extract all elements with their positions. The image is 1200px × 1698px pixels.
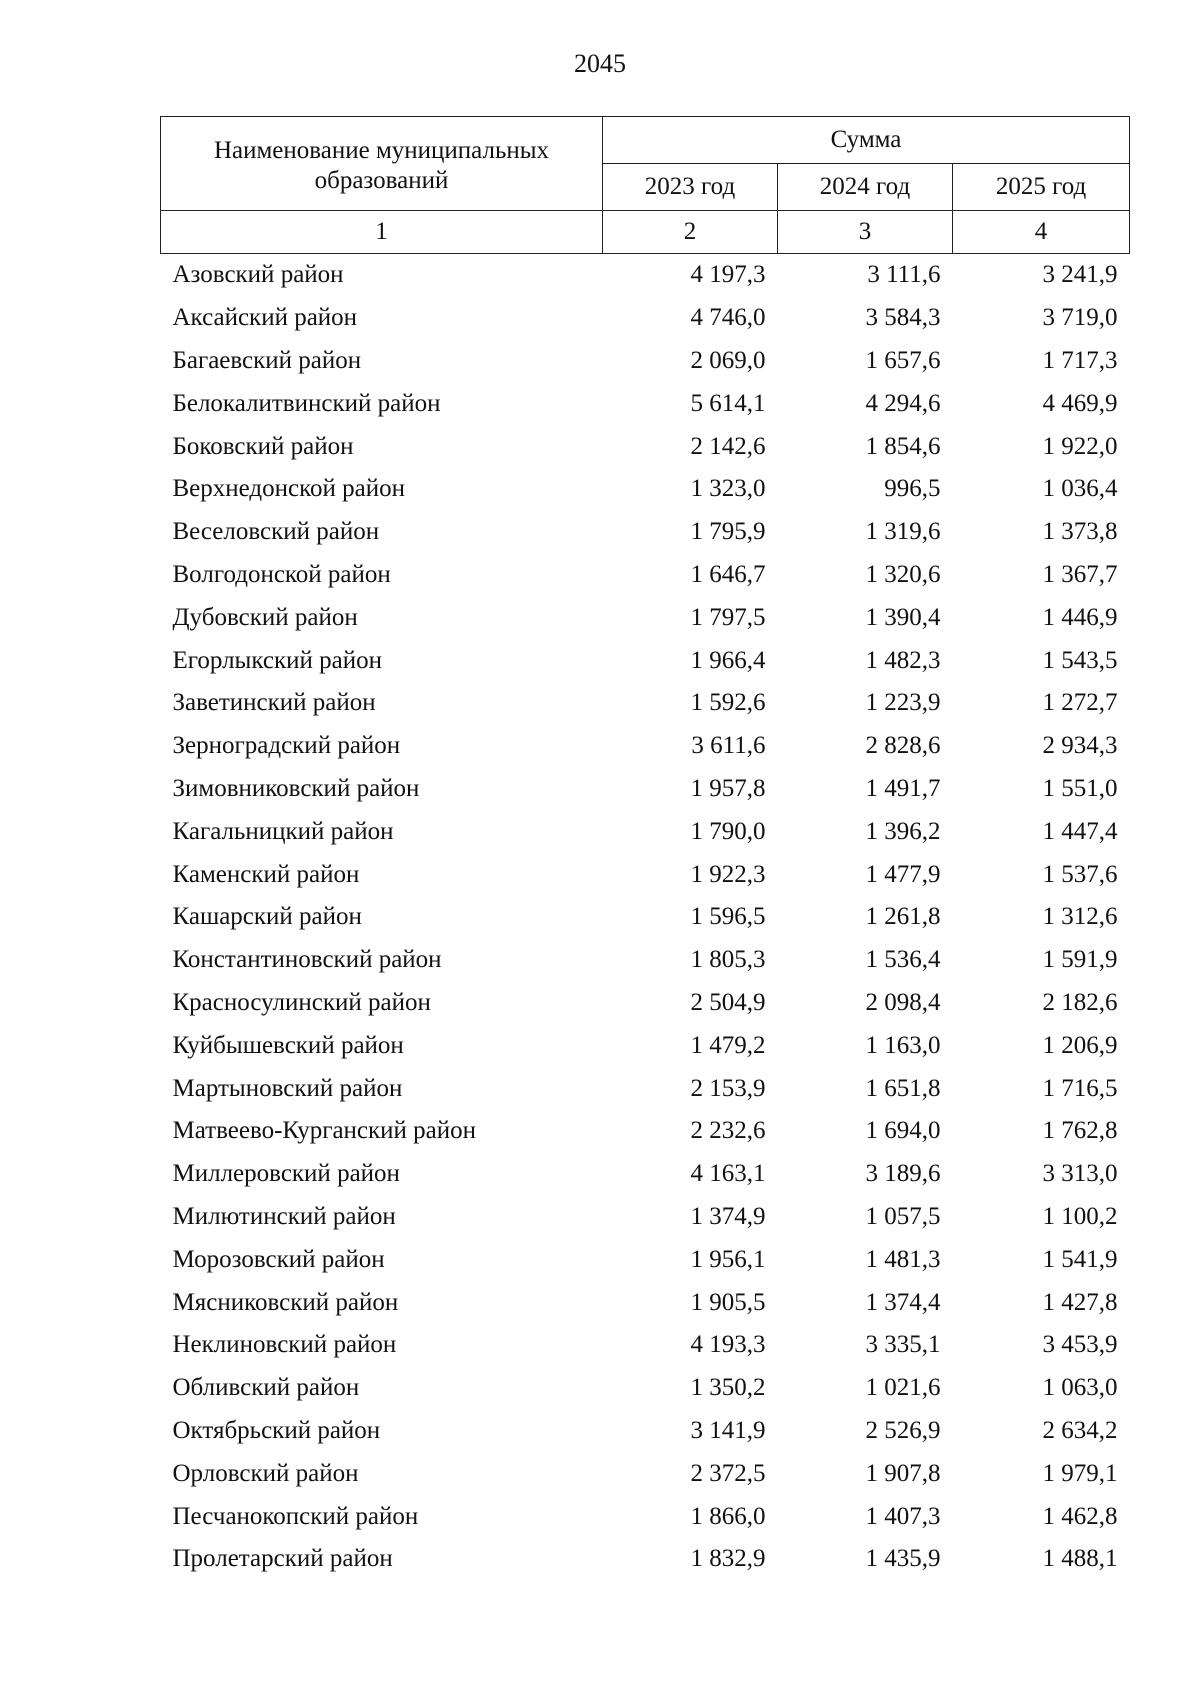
cell-sum-2025: 3 453,9 (1042, 1331, 1118, 1359)
cell-sum-2023: 1 905,5 (690, 1288, 766, 1316)
cell-municipality-name: Матвеево-Курганский район (172, 1117, 477, 1145)
cell-municipality-name: Морозовский район (172, 1245, 385, 1273)
table-row (161, 682, 1130, 725)
cell-sum-2025: 1 979,1 (1042, 1459, 1118, 1487)
cell-sum-2024: 2 828,6 (865, 732, 941, 760)
cell-sum-2025: 1 551,0 (1042, 774, 1118, 802)
cell-sum-2024: 1 536,4 (865, 946, 941, 974)
cell-sum-2025: 1 063,0 (1042, 1374, 1118, 1402)
table-row (161, 425, 1130, 468)
header-col-number-4: 4 (953, 211, 1130, 254)
cell-sum-2025: 4 469,9 (1042, 389, 1118, 417)
header-col-number-1: 1 (161, 211, 603, 254)
table-row (161, 1452, 1130, 1495)
header-sum-group: Сумма (603, 117, 1130, 164)
table-row (161, 554, 1130, 597)
cell-municipality-name: Константиновский район (172, 946, 442, 974)
cell-sum-2023: 1 797,5 (690, 603, 766, 631)
cell-sum-2024: 1 651,8 (865, 1074, 941, 1102)
cell-sum-2023: 1 805,3 (690, 946, 766, 974)
cell-sum-2025: 1 206,9 (1042, 1031, 1118, 1059)
header-col-number-3: 3 (778, 211, 953, 254)
cell-sum-2024: 2 526,9 (865, 1416, 941, 1444)
cell-municipality-name: Орловский район (172, 1459, 359, 1487)
cell-sum-2025: 1 762,8 (1042, 1117, 1118, 1145)
cell-municipality-name: Песчанокопский район (172, 1502, 419, 1530)
cell-municipality-name: Дубовский район (172, 603, 358, 631)
cell-sum-2024: 3 111,6 (867, 261, 941, 289)
table-row (161, 1538, 1130, 1581)
cell-sum-2023: 2 504,9 (690, 988, 766, 1016)
cell-sum-2023: 1 790,0 (690, 817, 766, 845)
cell-sum-2025: 1 541,9 (1042, 1245, 1118, 1273)
cell-sum-2025: 1 716,5 (1042, 1074, 1118, 1102)
table-row (161, 468, 1130, 511)
page-number: 2045 (574, 49, 626, 78)
cell-sum-2025: 1 462,8 (1042, 1502, 1118, 1530)
cell-sum-2023: 1 966,4 (690, 646, 766, 674)
cell-municipality-name: Белокалитвинский район (172, 389, 441, 417)
cell-sum-2024: 1 390,4 (865, 603, 941, 631)
cell-municipality-name: Милютинский район (172, 1202, 396, 1230)
cell-sum-2023: 3 141,9 (690, 1416, 766, 1444)
table-row (161, 1238, 1130, 1281)
cell-sum-2023: 1 832,9 (690, 1545, 766, 1573)
table-row (161, 1410, 1130, 1453)
cell-sum-2023: 2 069,0 (690, 346, 766, 374)
cell-sum-2025: 1 312,6 (1042, 903, 1118, 931)
table-row (161, 639, 1130, 682)
cell-sum-2023: 4 193,3 (690, 1331, 766, 1359)
cell-sum-2025: 1 367,7 (1042, 560, 1118, 588)
cell-sum-2023: 4 163,1 (690, 1160, 766, 1188)
cell-sum-2024: 1 374,4 (865, 1288, 941, 1316)
cell-municipality-name: Аксайский район (172, 304, 358, 332)
table-row (161, 297, 1130, 340)
header-municipality-name: Наименование муниципальных образований (161, 117, 603, 211)
cell-sum-2025: 2 934,3 (1042, 732, 1118, 760)
cell-municipality-name: Мясниковский район (172, 1288, 399, 1316)
cell-sum-2025: 1 591,9 (1042, 946, 1118, 974)
cell-sum-2023: 5 614,1 (690, 389, 766, 417)
cell-sum-2025: 1 272,7 (1042, 689, 1118, 717)
table-row (161, 382, 1130, 425)
table-body (161, 254, 1130, 1581)
cell-sum-2025: 1 488,1 (1042, 1545, 1118, 1573)
cell-sum-2024: 1 907,8 (865, 1459, 941, 1487)
budget-table (160, 116, 1130, 1581)
cell-sum-2025: 3 719,0 (1042, 304, 1118, 332)
cell-sum-2025: 1 922,0 (1042, 432, 1118, 460)
cell-sum-2025: 2 182,6 (1042, 988, 1118, 1016)
cell-sum-2025: 3 241,9 (1042, 261, 1118, 289)
cell-municipality-name: Неклиновский район (172, 1331, 397, 1359)
cell-sum-2025: 1 543,5 (1042, 646, 1118, 674)
table-row (161, 1067, 1130, 1110)
cell-sum-2023: 2 232,6 (690, 1117, 766, 1145)
cell-sum-2024: 3 584,3 (865, 304, 941, 332)
cell-sum-2024: 1 854,6 (865, 432, 941, 460)
table-header (161, 117, 1130, 254)
cell-sum-2024: 1 407,3 (865, 1502, 941, 1530)
cell-sum-2023: 1 956,1 (690, 1245, 766, 1273)
header-year-2023: 2023 год (603, 164, 778, 211)
cell-sum-2023: 1 374,9 (690, 1202, 766, 1230)
cell-sum-2025: 1 100,2 (1042, 1202, 1118, 1230)
table-row (161, 1110, 1130, 1153)
cell-sum-2025: 1 373,8 (1042, 518, 1118, 546)
table-row (161, 340, 1130, 383)
cell-sum-2025: 1 537,6 (1042, 860, 1118, 888)
cell-sum-2024: 1 481,3 (865, 1245, 941, 1273)
table-row (161, 511, 1130, 554)
cell-sum-2025: 1 446,9 (1042, 603, 1118, 631)
table-row (161, 1281, 1130, 1324)
cell-municipality-name: Егорлыкский район (172, 646, 382, 674)
cell-sum-2024: 2 098,4 (865, 988, 941, 1016)
cell-sum-2023: 1 795,9 (690, 518, 766, 546)
header-year-2025: 2025 год (953, 164, 1130, 211)
cell-sum-2025: 1 427,8 (1042, 1288, 1118, 1316)
table-row (161, 254, 1130, 297)
cell-sum-2023: 3 611,6 (691, 732, 766, 760)
cell-sum-2024: 4 294,6 (865, 389, 941, 417)
cell-sum-2023: 2 372,5 (690, 1459, 766, 1487)
table-row (161, 725, 1130, 768)
cell-municipality-name: Веселовский район (172, 518, 380, 546)
cell-sum-2024: 1 057,5 (865, 1202, 941, 1230)
cell-sum-2024: 996,5 (884, 475, 941, 503)
cell-sum-2023: 1 866,0 (690, 1502, 766, 1530)
cell-sum-2023: 1 957,8 (690, 774, 766, 802)
table-row (161, 982, 1130, 1025)
cell-sum-2025: 1 036,4 (1042, 475, 1118, 503)
cell-sum-2023: 4 746,0 (690, 304, 766, 332)
cell-sum-2025: 3 313,0 (1042, 1160, 1118, 1188)
cell-sum-2023: 2 153,9 (690, 1074, 766, 1102)
cell-sum-2023: 1 646,7 (690, 560, 766, 588)
cell-sum-2024: 1 491,7 (865, 774, 941, 802)
cell-municipality-name: Верхнедонской район (172, 475, 405, 503)
header-col-number-2: 2 (603, 211, 778, 254)
cell-municipality-name: Кагальницкий район (172, 817, 394, 845)
cell-sum-2024: 1 163,0 (865, 1031, 941, 1059)
cell-municipality-name: Куйбышевский район (172, 1031, 404, 1059)
cell-municipality-name: Миллеровский район (172, 1160, 400, 1188)
cell-municipality-name: Заветинский район (172, 689, 376, 717)
table-row (161, 1153, 1130, 1196)
cell-municipality-name: Обливский район (172, 1374, 360, 1402)
cell-municipality-name: Зимовниковский район (172, 774, 420, 802)
cell-sum-2024: 3 189,6 (865, 1160, 941, 1188)
table-row (161, 896, 1130, 939)
cell-sum-2024: 1 320,6 (865, 560, 941, 588)
cell-sum-2023: 1 479,2 (690, 1031, 766, 1059)
cell-sum-2023: 1 922,3 (690, 860, 766, 888)
table-row (161, 1196, 1130, 1239)
table-row (161, 1495, 1130, 1538)
cell-municipality-name: Каменский район (172, 860, 360, 888)
table-row (161, 1024, 1130, 1067)
cell-sum-2023: 1 323,0 (690, 475, 766, 503)
cell-sum-2024: 1 477,9 (865, 860, 941, 888)
cell-municipality-name: Пролетарский район (172, 1545, 393, 1573)
cell-municipality-name: Кашарский район (172, 903, 362, 931)
cell-municipality-name: Волгодонской район (172, 560, 391, 588)
cell-sum-2024: 1 657,6 (865, 346, 941, 374)
cell-municipality-name: Зерноградский район (172, 732, 401, 760)
table-row (161, 1367, 1130, 1410)
cell-municipality-name: Багаевский район (172, 346, 362, 374)
cell-sum-2024: 1 319,6 (865, 518, 941, 546)
cell-sum-2024: 1 482,3 (865, 646, 941, 674)
cell-sum-2023: 1 596,5 (690, 903, 766, 931)
cell-sum-2023: 2 142,6 (690, 432, 766, 460)
cell-municipality-name: Боковский район (172, 432, 354, 460)
table-row (161, 768, 1130, 811)
cell-sum-2023: 4 197,3 (690, 261, 766, 289)
cell-sum-2024: 1 021,6 (865, 1374, 941, 1402)
cell-sum-2025: 2 634,2 (1042, 1416, 1118, 1444)
cell-sum-2025: 1 717,3 (1042, 346, 1118, 374)
cell-sum-2023: 1 350,2 (690, 1374, 766, 1402)
cell-sum-2025: 1 447,4 (1042, 817, 1118, 845)
cell-sum-2024: 1 435,9 (865, 1545, 941, 1573)
cell-sum-2024: 1 396,2 (865, 817, 941, 845)
table-row (161, 939, 1130, 982)
cell-sum-2024: 3 335,1 (865, 1331, 941, 1359)
cell-municipality-name: Октябрьский район (172, 1416, 381, 1444)
cell-sum-2024: 1 223,9 (865, 689, 941, 717)
table-row (161, 596, 1130, 639)
header-year-2024: 2024 год (778, 164, 953, 211)
cell-municipality-name: Азовский район (172, 261, 344, 289)
table-row (161, 853, 1130, 896)
cell-sum-2024: 1 694,0 (865, 1117, 941, 1145)
table-row (161, 1324, 1130, 1367)
cell-municipality-name: Красносулинский район (172, 988, 431, 1016)
cell-sum-2024: 1 261,8 (865, 903, 941, 931)
cell-municipality-name: Мартыновский район (172, 1074, 403, 1102)
table-row (161, 810, 1130, 853)
cell-sum-2023: 1 592,6 (690, 689, 766, 717)
